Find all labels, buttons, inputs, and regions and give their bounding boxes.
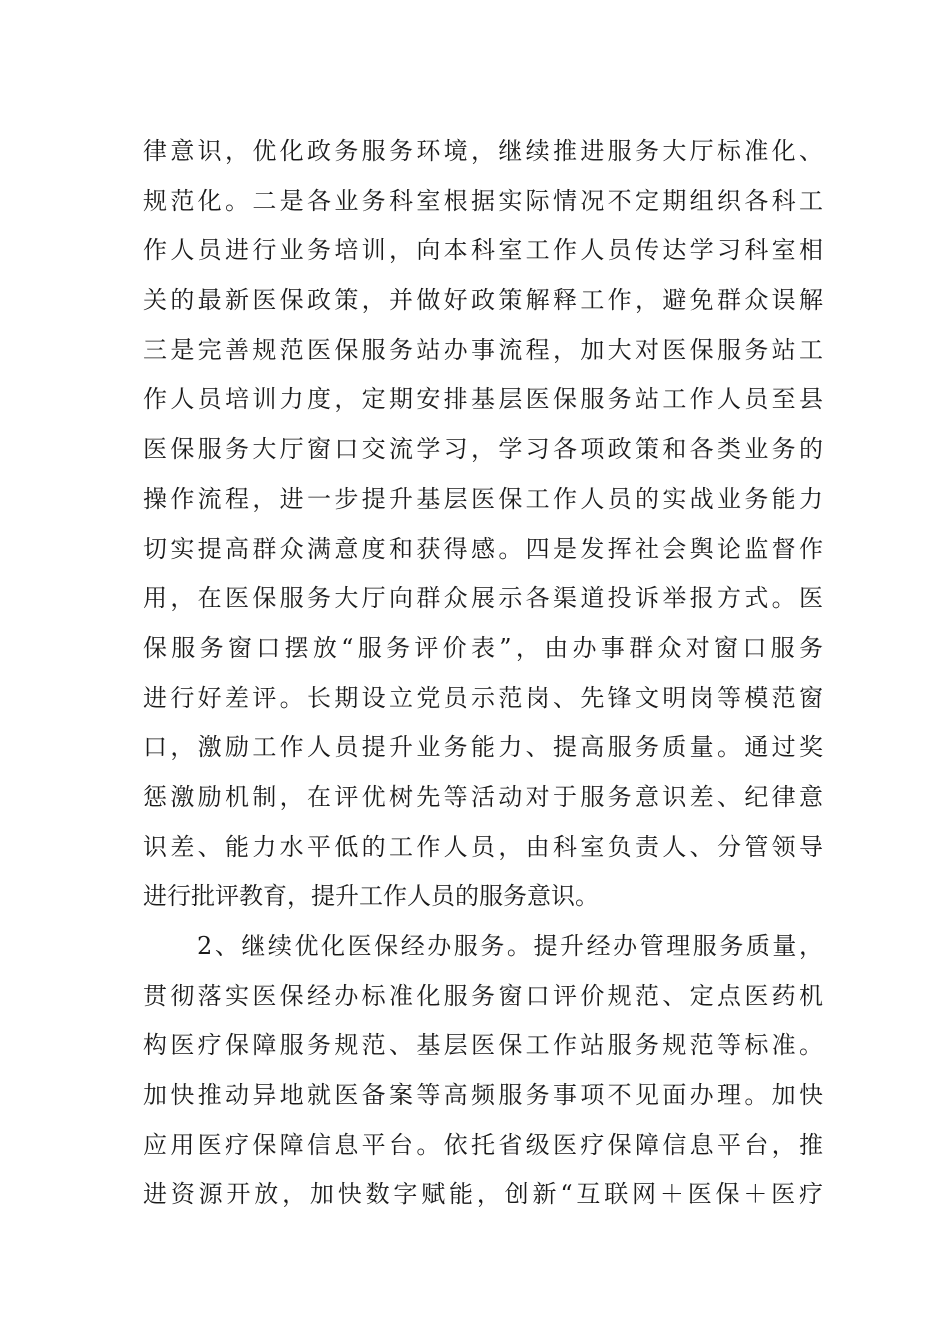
text-line: 进行好差评。长期设立党员示范岗、先锋文明岗等模范窗: [143, 683, 823, 712]
text-line: 作人员进行业务培训，向本科室工作人员传达学习科室相: [143, 236, 823, 265]
text-line: 关的最新医保政策，并做好政策解释工作，避免群众误解: [143, 286, 823, 315]
paragraph-start-line: 2、继续优化医保经办服务。提升经办管理服务质量，: [197, 932, 823, 960]
text-line: 操作流程，进一步提升基层医保工作人员的实战业务能力: [143, 484, 823, 513]
text-line: 构医疗保障服务规范、基层医保工作站服务规范等标准。: [143, 1031, 823, 1060]
text-line: 加快推动异地就医备案等高频服务事项不见面办理。加快: [143, 1081, 823, 1110]
paragraph-end-line: 进行批评教育，提升工作人员的服务意识。: [143, 882, 599, 911]
text-line: 保服务窗口摆放“服务评价表”，由办事群众对窗口服务: [143, 633, 823, 662]
text-line: 惩激励机制，在评优树先等活动对于服务意识差、纪律意: [143, 782, 823, 811]
document-body: [143, 127, 823, 1220]
text-line: 贯彻落实医保经办标准化服务窗口评价规范、定点医药机: [143, 981, 823, 1010]
text-line: 识差、能力水平低的工作人员，由科室负责人、分管领导: [143, 832, 823, 861]
text-line: 口，激励工作人员提升业务能力、提高服务质量。通过奖: [143, 733, 823, 762]
text-line: 作人员培训力度，定期安排基层医保服务站工作人员至县: [143, 385, 823, 414]
text-line: 应用医疗保障信息平台。依托省级医疗保障信息平台，推: [143, 1130, 823, 1159]
text-line: 用，在医保服务大厅向群众展示各渠道投诉举报方式。医: [143, 584, 823, 613]
text-line: 三是完善规范医保服务站办事流程，加大对医保服务站工: [143, 335, 823, 364]
text-line: 规范化。二是各业务科室根据实际情况不定期组织各科工: [143, 186, 823, 215]
text-line: 医保服务大厅窗口交流学习，学习各项政策和各类业务的: [143, 435, 823, 464]
text-line: 律意识，优化政务服务环境，继续推进服务大厅标准化、: [143, 137, 823, 165]
text-line: 进资源开放，加快数字赋能，创新“互联网＋医保＋医疗: [143, 1180, 823, 1209]
text-line: 切实提高群众满意度和获得感。四是发挥社会舆论监督作: [143, 534, 823, 563]
